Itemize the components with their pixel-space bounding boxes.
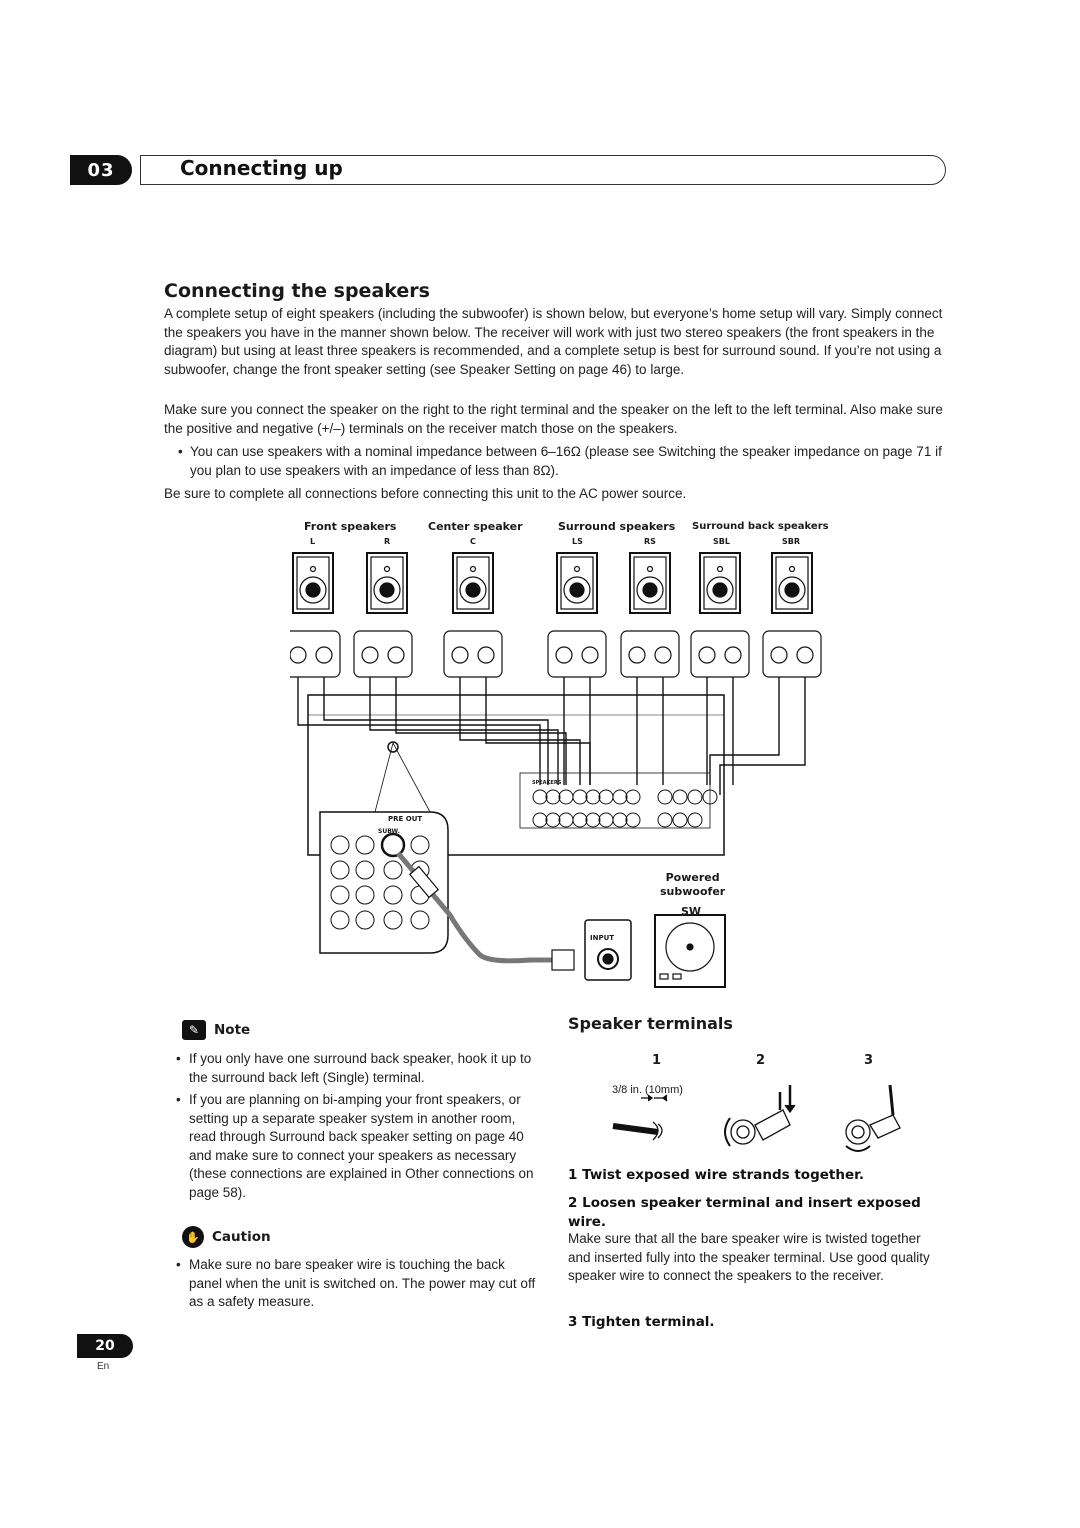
note-label: Note (214, 1022, 251, 1038)
speaker-icon-sbr (772, 553, 812, 613)
twisted-wire-icon (613, 1095, 667, 1140)
terminal-box-sbr (763, 631, 821, 677)
channel-label-ls: LS (572, 537, 583, 546)
caution-label: Caution (212, 1229, 271, 1245)
channel-label-sbr: SBR (782, 537, 801, 546)
impedance-bullet-text: You can use speakers with a nominal impedance between 6–16Ω (please see Switching the speaker impedance on page 71 if you plan to use speakers with an impedance of less than 8Ω). (190, 444, 942, 478)
panel-terminals (533, 790, 717, 827)
pencil-icon: ✎ (182, 1020, 206, 1040)
channel-label-r: R (384, 537, 391, 546)
step-number-2: 2 (756, 1053, 766, 1068)
terminal-steps-illustration (608, 1070, 908, 1160)
terminal-box-ls (548, 631, 606, 677)
input-label: INPUT (590, 934, 615, 942)
step-2-heading: 2 Loosen speaker terminal and insert exposed wire. (568, 1195, 921, 1230)
step-3-heading: 3 Tighten terminal. (568, 1314, 715, 1330)
powered-subwoofer-label: Powered subwoofer (660, 871, 726, 898)
note-header (182, 1020, 250, 1040)
page-language: En (97, 1361, 110, 1372)
speaker-icon-ls (557, 553, 597, 613)
terminal-box-l (290, 631, 340, 677)
terminal-box-c (444, 631, 502, 677)
speaker-icon-sbl (700, 553, 740, 613)
caution-header (182, 1226, 271, 1248)
speakers-panel-label: SPEAKERS (532, 780, 562, 786)
chapter-title: Connecting up (180, 156, 343, 180)
channel-label-sbl: SBL (713, 537, 730, 546)
wire-strip-measure: 3/8 in. (10mm) (612, 1084, 683, 1096)
note-item: • If you are planning on bi-amping your front speakers, or setting up a separate speaker system in another room, read through Surround back speaker setting on page 40 and make sure to connect your speakers as necessary (these connections are explained in Other connections on page 58). (176, 1091, 536, 1202)
speaker-terminals-title: Speaker terminals (568, 1014, 733, 1033)
speaker-connection-diagram (290, 515, 830, 1015)
speaker-icon-c (453, 553, 493, 613)
diagram-artwork (290, 515, 830, 995)
step-1-heading: 1 Twist exposed wire strands together. (568, 1167, 864, 1183)
section-title: Connecting the speakers (164, 280, 430, 302)
tighten-terminal-icon (846, 1085, 900, 1151)
subw-label: SUBW. (378, 828, 400, 835)
intro-paragraph: A complete setup of eight speakers (including the subwoofer) is shown below, but everyone’s home setup will vary. Simply connect the speakers you have in the manner shown below. The receiver will work with just two stereo speakers (the front speakers in the diagram) but using at least three speakers is recommended, and a complete setup is best for surround sound. If you’re not using a subwoofer, change the front speaker setting (see Speaker Setting on page 46) to large. (164, 306, 943, 377)
step-number-3: 3 (864, 1053, 874, 1068)
pre-out-label: PRE OUT (388, 815, 423, 823)
step-number-1: 1 (652, 1053, 662, 1068)
center-speaker-label: Center speaker (428, 520, 523, 533)
polarity-paragraph: Make sure you connect the speaker on the right to the right terminal and the speaker on the left to the left terminal. Also make sure the positive and negative (+/–) terminals on the receiver match those on the speakers. (164, 402, 943, 436)
sw-label: SW (681, 905, 702, 918)
terminal-box-rs (621, 631, 679, 677)
channel-label-c: C (470, 537, 476, 546)
channel-label-rs: RS (644, 537, 656, 546)
power-warning-paragraph: Be sure to complete all connections before connecting this unit to the AC power source. (164, 486, 687, 501)
terminal-box-r (354, 631, 412, 677)
page-number: 20 (77, 1334, 133, 1358)
loosen-terminal-icon (725, 1085, 795, 1146)
terminal-box-sbl (691, 631, 749, 677)
caution-item: • Make sure no bare speaker wire is touching the back panel when the unit is switched on. The power may cut off as a safety measure. (176, 1256, 536, 1312)
front-speakers-label: Front speakers (304, 520, 397, 533)
channel-label-l: L (310, 537, 316, 546)
chapter-number: 03 (70, 155, 132, 185)
subwoofer-icon (655, 915, 725, 987)
hand-icon: ✋ (182, 1226, 204, 1248)
note-item: • If you only have one surround back speaker, hook it up to the surround back left (Single) terminal. (176, 1050, 536, 1087)
surround-back-speakers-label: Surround back speakers (692, 521, 829, 532)
impedance-bullet (178, 443, 944, 480)
speaker-icon-r (367, 553, 407, 613)
speaker-icon-l (293, 553, 333, 613)
speaker-icon-rs (630, 553, 670, 613)
surround-speakers-label: Surround speakers (558, 520, 676, 533)
step-2-body: Make sure that all the bare speaker wire is twisted together and inserted fully into the speaker terminal. Use good quality speaker wire to connect the speakers to the receiver. (568, 1231, 930, 1283)
